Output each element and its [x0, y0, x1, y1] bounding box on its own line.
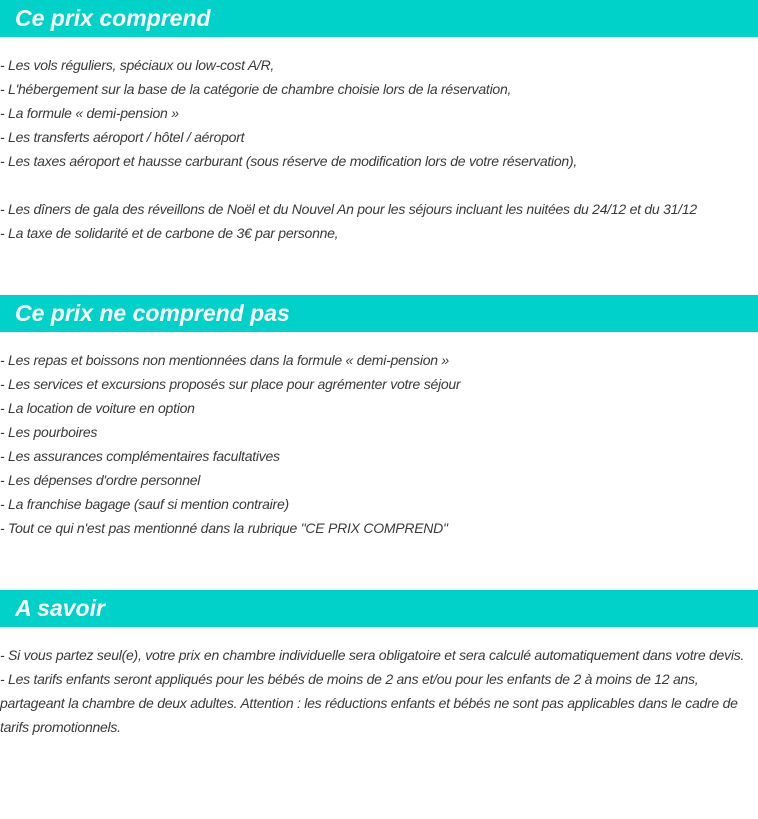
- includes-list: [0, 53, 758, 245]
- info-paragraph: - Les tarifs enfants seront appliqués pour les bébés de moins de 2 ans et/ou pour les enfants de 2 à moins de 12 ans, partageant la chambre de deux adultes. Attention : les réductions enfants et bébés ne sont pas applicables dans le cadre de tarifs promotionnels.: [0, 671, 738, 735]
- section-header-info: [0, 590, 758, 627]
- section-title-info: A savoir: [15, 595, 105, 621]
- list-item: - Les repas et boissons non mentionnées dans la formule « demi-pension »: [0, 352, 449, 368]
- section-title-excludes: Ce prix ne comprend pas: [15, 300, 290, 326]
- list-item: - Les dîners de gala des réveillons de Noël et du Nouvel An pour les séjours incluant les nuitées du 24/12 et du 31/12: [0, 201, 697, 217]
- list-item: - Les assurances complémentaires facultatives: [0, 448, 280, 464]
- list-item: - Les dépenses d'ordre personnel: [0, 472, 201, 488]
- list-item: - L'hébergement sur la base de la catégorie de chambre choisie lors de la réservation,: [0, 81, 512, 97]
- info-text: [0, 643, 758, 739]
- section-header-includes: [0, 0, 758, 37]
- list-item: - Les vols réguliers, spéciaux ou low-cost A/R,: [0, 57, 275, 73]
- spacer: [0, 173, 758, 197]
- list-item: - La franchise bagage (sauf si mention contraire): [0, 496, 289, 512]
- list-item: - Tout ce qui n'est pas mentionné dans la rubrique "CE PRIX COMPREND": [0, 520, 448, 536]
- list-item: - La formule « demi-pension »: [0, 105, 179, 121]
- section-title-includes: Ce prix comprend: [15, 5, 211, 31]
- list-item: - La location de voiture en option: [0, 400, 195, 416]
- list-item: - La taxe de solidarité et de carbone de 3€ par personne,: [0, 225, 339, 241]
- excludes-list: [0, 348, 758, 540]
- list-item: - Les services et excursions proposés sur place pour agrémenter votre séjour: [0, 376, 461, 392]
- section-header-excludes: [0, 295, 758, 332]
- list-item: - Les transferts aéroport / hôtel / aéroport: [0, 129, 245, 145]
- info-paragraph: - Si vous partez seul(e), votre prix en chambre individuelle sera obligatoire et sera calculé automatiquement dans votre devis.: [0, 647, 745, 663]
- list-item: - Les taxes aéroport et hausse carburant (sous réserve de modification lors de votre réservation),: [0, 153, 578, 169]
- list-item: - Les pourboires: [0, 424, 98, 440]
